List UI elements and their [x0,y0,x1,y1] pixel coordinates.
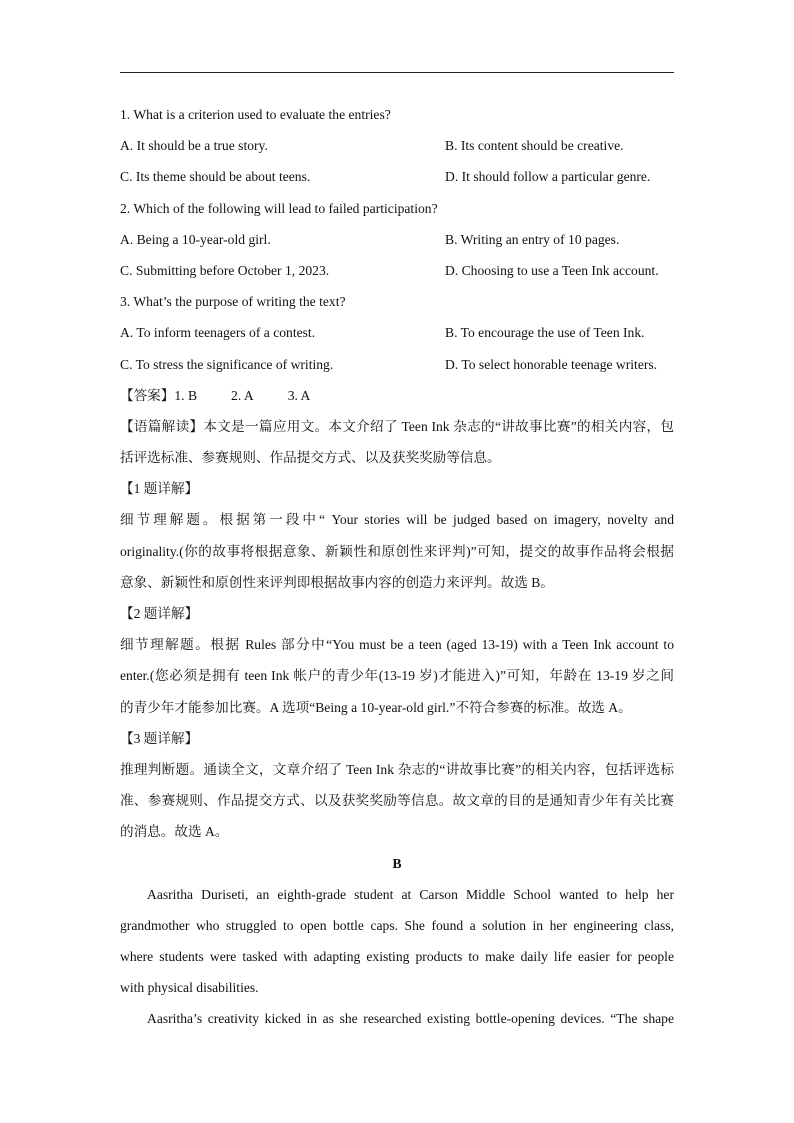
explanation-2-line-1: 细节理解题。根据 Rules 部分中“You must be a teen (aged 13-19) with a Teen Ink account to [120,637,674,653]
interpretation-label: 【语篇解读】 [120,418,204,434]
explanation-3-line-3: 的消息。故选 A。 [120,824,229,840]
explanation-1-line-1: 细节理解题。根据第一段中“ Your stories will be judged based on imagery, novelty and [120,512,674,528]
question-2-stem: 2. Which of the following will lead to failed participation? [120,200,438,216]
interpretation-line-1: 【语篇解读】本文是一篇应用文。本文介绍了 Teen Ink 杂志的“讲故事比赛”的相关内容，包 [120,418,674,434]
passage-b-para-1-line-3: where students were tasked with adapting existing products to make daily life easier for people [120,949,674,965]
question-3-options-row-2 [120,349,674,380]
q3-option-d: D. To select honorable teenage writers. [445,356,658,372]
passage-b-para-1-line-4: with physical disabilities. [120,980,259,996]
explanation-2-heading: 【2 题详解】 [120,606,199,621]
answer-item-3: 3. A [287,387,311,403]
section-b-heading: B [392,855,402,871]
answer-item-2: 2. A [231,387,254,403]
explanation-2-line-2: enter.(您必须是拥有 teen Ink 帐户的青少年(13-19 岁)才能进入)”可知，年龄在 13-19 岁之间 [120,668,674,684]
question-3-stem: 3. What’s the purpose of writing the text? [120,294,346,310]
q1-option-a: A. It should be a true story. [120,138,268,154]
q3-option-b: B. To encourage the use of Teen Ink. [445,325,645,341]
q2-option-a: A. Being a 10-year-old girl. [120,231,271,247]
q3-option-c: C. To stress the significance of writing. [120,356,334,372]
passage-b-para-1-line-1: Aasritha Duriseti, an eighth-grade student at Carson Middle School wanted to help her [147,886,674,902]
header-rule [120,72,674,73]
q2-option-c: C. Submitting before October 1, 2023. [120,262,330,278]
explanation-3-line-2: 准、参赛规则、作品提交方式、以及获奖奖励等信息。故文章的目的是通知青少年有关比赛 [120,793,674,809]
q3-option-a: A. To inform teenagers of a contest. [120,325,316,341]
question-1-options-row-1 [120,130,674,161]
explanation-3-line-1: 推理判断题。通读全文，文章介绍了 Teen Ink 杂志的“讲故事比赛”的相关内容，包括评选标 [120,761,674,777]
explanation-1-line-3: 意象、新颖性和原创性来评判即根据故事内容的创造力来评判。故选 B。 [120,574,554,590]
explanation-1-heading: 【1 题详解】 [120,481,199,497]
question-3-options-row-1 [120,317,674,348]
question-1-options-row-2 [120,161,674,192]
question-2-options-row-1 [120,224,674,255]
question-1-stem: 1. What is a criterion used to evaluate the entries? [120,107,391,122]
passage-b-para-1-line-2: grandmother who struggled to open bottle caps. She found a solution in her engineering class, [120,917,674,933]
answer-label: 【答案】 [120,387,175,403]
explanation-3-heading: 【3 题详解】 [120,730,199,746]
interpretation-line-2: 括评选标准、参赛规则、作品提交方式、以及获奖奖励等信息。 [120,450,501,466]
q1-option-c: C. Its theme should be about teens. [120,169,311,185]
answer-line [120,380,674,411]
q2-option-b: B. Writing an entry of 10 pages. [445,231,620,247]
explanation-1-line-2: originality.(你的故事将根据意象、新颖性和原创性来评判)”可知，提交的故事作品将会根据 [120,543,674,559]
question-2-options-row-2 [120,255,674,286]
explanation-2-line-3: 的青少年才能参加比赛。A 选项“Being a 10-year-old girl.”不符合参赛的标准。故选 A。 [120,699,632,715]
q2-option-d: D. Choosing to use a Teen Ink account. [445,262,659,278]
q1-option-b: B. Its content should be creative. [445,138,624,154]
passage-b-para-2-line-1: Aasritha’s creativity kicked in as she researched existing bottle-opening devices. “The shape [147,1011,674,1027]
document-body [120,99,674,1035]
answer-item-1: 1. B [174,387,198,403]
q1-option-d: D. It should follow a particular genre. [445,169,651,185]
